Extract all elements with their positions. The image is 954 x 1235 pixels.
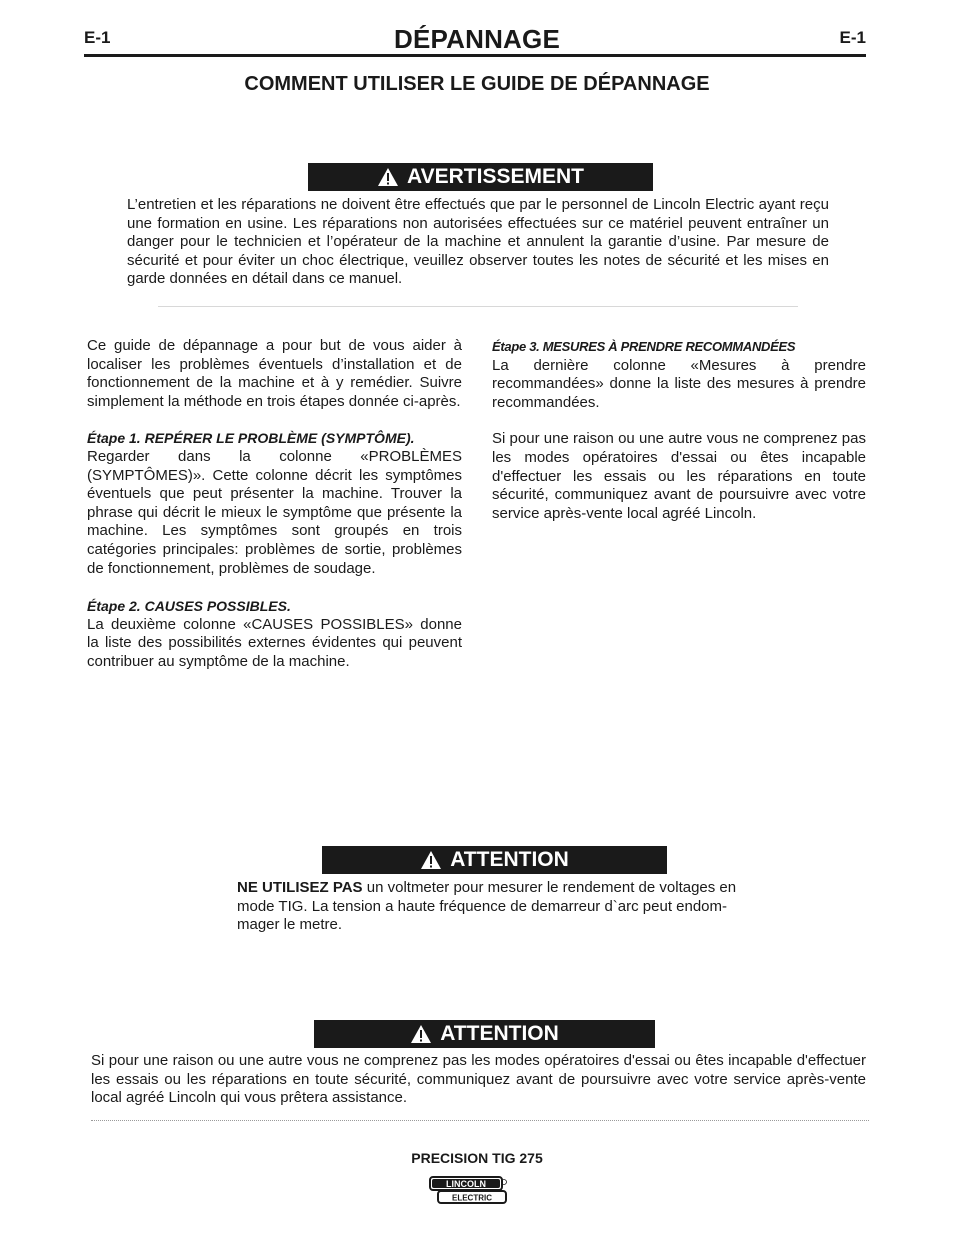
attention-banner-1	[322, 846, 667, 874]
attention-banner-2	[314, 1020, 655, 1048]
warning-text: L’entretien et les réparations ne doivent être effectués que par le personnel de Lincoln Electric ayant reçu une formation en usine. Les réparations non autorisées effectuées sur ce matériel peuvent entraîner un danger pour le technicien et l’opérateur de la machine et annulent la garantie d’usine. Par mesure de sécurité et pour éviter un choc électrique, veuillez observer toutes les notes de sécurité et les mises en garde données en détail dans ce manuel.	[127, 196, 829, 288]
step1-text: Regarder dans la colonne «PROBLÈMES (SYMPTÔMES)». Cette colonne décrit les symptômes éventuels que peut présenter la machine. Trouver la phrase qui décrit le mieux le symptôme que présente la machine. Les symptômes sont groupés en trois catégories principales: problèmes de sortie, problèmes de fonctionnement, problèmes de soudage.	[87, 447, 462, 577]
lincoln-electric-logo	[428, 1175, 508, 1205]
left-column	[87, 337, 462, 672]
right-note: Si pour une raison ou une autre vous ne comprenez pas les modes opératoires d'essai ou êtes incapable d'effectuer les essais ou les réparations en toute sécurité, communiquez avant de poursuivre avec votre service après-vente local agréé Lincoln.	[492, 430, 866, 522]
page-code-left: E-1	[84, 28, 111, 47]
attention-1-text: NE UTILISEZ PAS un voltmeter pour mesurer le rendement de voltages en mode TIG. La tension a haute fréquence de demarreur d`arc peut endom- mager le metre.	[237, 879, 737, 934]
step2-text: La deuxième colonne «CAUSES POSSIBLES» donne la liste des possibilités externes évidentes qui peuvent contribuer au symptôme de la machine.	[87, 615, 462, 670]
warning-banner	[308, 163, 653, 191]
footer-model: PRECISION TIG 275	[411, 1150, 543, 1166]
svg-text:LINCOLN: LINCOLN	[446, 1179, 486, 1189]
intro-paragraph: Ce guide de dépannage a pour but de vous aider à localiser les problèmes éventuels d’installation et de fonctionnement de la machine et à y remédier. Suivre simplement la méthode en trois étapes donnée ci-après.	[87, 337, 462, 410]
warning-triangle-icon	[420, 850, 442, 870]
footer-divider	[91, 1120, 869, 1121]
step3-title: Étape 3. MESURES À PRENDRE RECOMMANDÉES	[492, 339, 796, 354]
header-rule	[84, 54, 866, 57]
page-code-right: E-1	[839, 28, 866, 47]
warning-triangle-icon	[410, 1024, 432, 1044]
attention-1-bold-lead: NE UTILISEZ PAS	[237, 879, 363, 896]
attention-banner-2-label: ATTENTION	[440, 1022, 559, 1045]
section-title: COMMENT UTILISER LE GUIDE DE DÉPANNAGE	[244, 73, 710, 95]
svg-text:ELECTRIC: ELECTRIC	[452, 1193, 492, 1203]
attention-banner-1-label: ATTENTION	[450, 848, 569, 871]
attention-2-text: Si pour une raison ou une autre vous ne comprenez pas les modes opératoires d'essai ou êtes incapable d'effectuer les essais ou les réparations en toute sécurité, communiquez avant de poursuivre avec votre service après-vente local agréé Lincoln qui vous prêtera assistance.	[91, 1052, 866, 1107]
warning-banner-label: AVERTISSEMENT	[407, 165, 584, 188]
right-column	[492, 338, 866, 523]
step2-title: Étape 2. CAUSES POSSIBLES.	[87, 598, 291, 615]
step1-title: Étape 1. REPÉRER LE PROBLÈME (SYMPTÔME).	[87, 430, 415, 447]
step3-text: La dernière colonne «Mesures à prendre recommandées» donne la liste des mesures à prendre recommandées.	[492, 356, 866, 411]
page-title: DÉPANNAGE	[393, 24, 560, 54]
warning-divider	[158, 306, 798, 307]
warning-triangle-icon	[377, 167, 399, 187]
